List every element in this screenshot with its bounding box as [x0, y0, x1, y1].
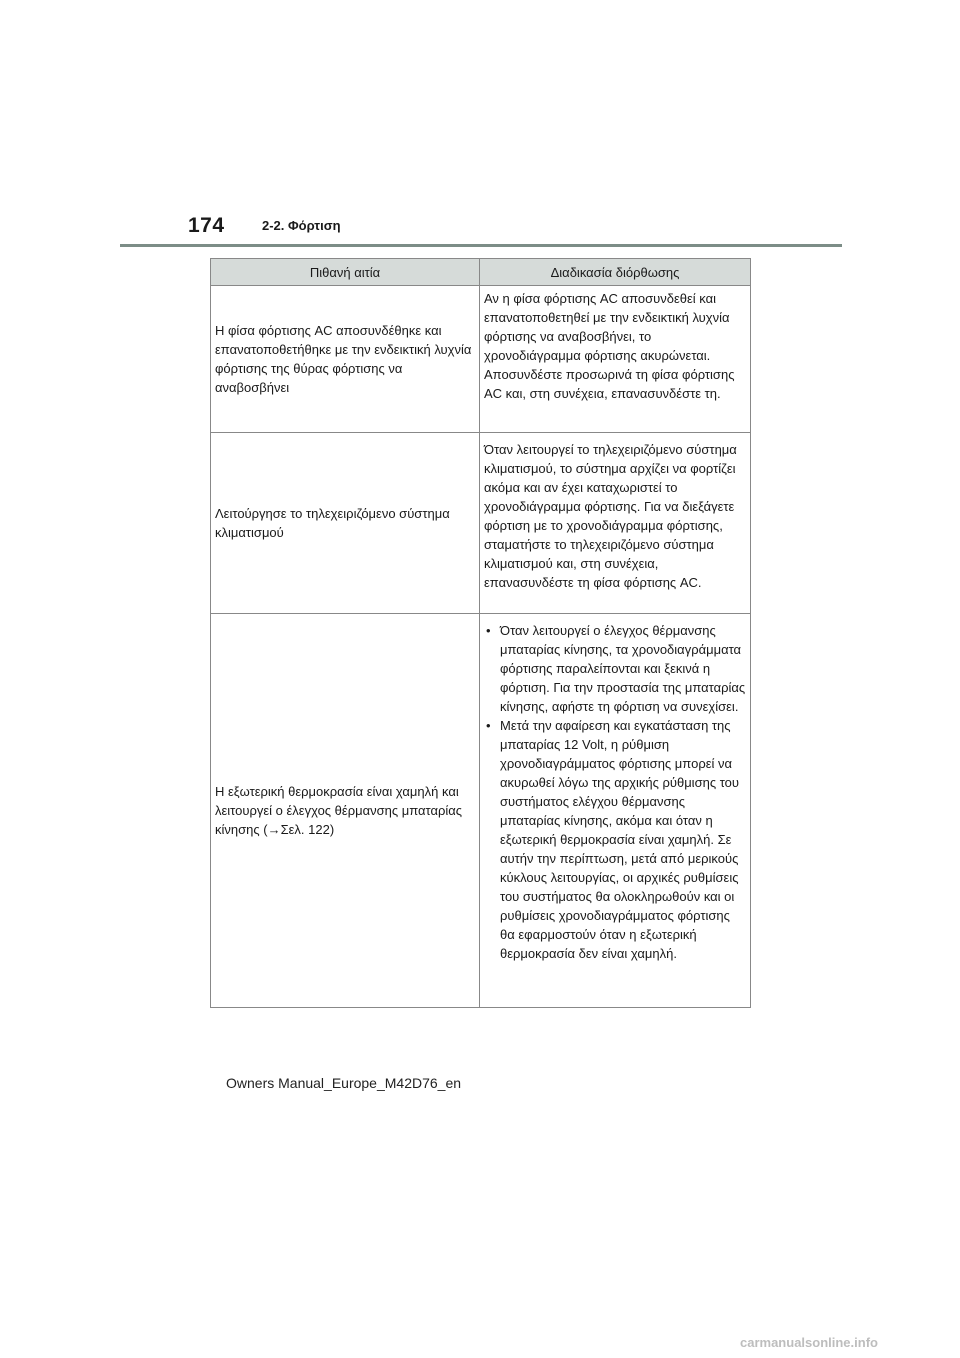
- bullet-icon: •: [486, 718, 491, 733]
- column-header-fix: Διαδικασία διόρθωσης: [480, 259, 751, 286]
- cause-text: Η φίσα φόρτισης AC αποσυνδέθηκε και επανατοποθετήθηκε με την ενδεικτική λυχνία φόρτισης της θύρας φόρτισης να αναβοσβήνει: [215, 323, 472, 395]
- bullet-text: Μετά την αφαίρεση και εγκατάσταση της μπαταρίας 12 Volt, η ρύθμιση χρονοδιαγράμματος φόρτισης μπορεί να ακυρωθεί λόγω της αρχικής ρύθμισης του συστήματος ελέγχου θέρμανσης μπαταρίας κίνησης, ακόμα και όταν η εξωτερική θερμοκρασία είναι χαμηλή. Σε αυτήν την περίπτωση, μετά από μερικούς κύκλους λειτουργίας, οι αρχικές ρυθμίσεις του συστήματος θα ολοκληρωθούν και οι ρυθμίσεις χρονοδιαγράμματος φόρτισης θα εφαρμοστούν όταν η εξωτερική θερμοκρασία δεν είναι χαμηλή.: [500, 718, 739, 961]
- cause-cell: [211, 286, 480, 433]
- fix-cell: [480, 614, 751, 1008]
- table-row: [211, 286, 751, 433]
- list-item: [484, 621, 746, 716]
- fix-bullet-list: [484, 614, 746, 963]
- bullet-icon: •: [486, 623, 491, 638]
- cause-cell: [211, 614, 480, 1008]
- page-number: 174: [188, 214, 225, 237]
- section-title: 2-2. Φόρτιση: [262, 218, 341, 233]
- list-item: [484, 716, 746, 963]
- bullet-text: Όταν λειτουργεί ο έλεγχος θέρμανσης μπαταρίας κίνησης, τα χρονοδιαγράμματα φόρτισης παραλείπονται και ξεκινά η φόρτιση. Για την προστασία της μπαταρίας κίνησης, αφήστε τη φόρτιση να συνεχίσει.: [500, 623, 746, 714]
- header-divider: [120, 244, 842, 247]
- fix-text: Όταν λειτουργεί το τηλεχειριζόμενο σύστημα κλιματισμού, το σύστημα αρχίζει να φορτίζει ακόμα και αν έχει καταχωριστεί το χρονοδιάγραμμα φόρτισης. Για να διεξάγετε φόρτιση με το χρονοδιάγραμμα φόρτισης, σταματήστε το τηλεχειριζόμενο σύστημα κλιματισμού και, στη συνέχεια, επανασυνδέστε τη φίσα φόρτισης AC.: [484, 442, 737, 590]
- footer-manual-id: Owners Manual_Europe_M42D76_en: [226, 1075, 462, 1091]
- table-header-row: [211, 259, 751, 286]
- cause-text: Λειτούργησε το τηλεχειριζόμενο σύστημα κλιματισμού: [215, 506, 450, 540]
- column-header-cause: Πιθανή αιτία: [211, 259, 480, 286]
- cause-text: Η εξωτερική θερμοκρασία είναι χαμηλή και λειτουργεί ο έλεγχος θέρμανσης μπαταρίας κίνησης (→Σελ. 122): [215, 784, 463, 837]
- troubleshooting-table: [210, 258, 751, 1008]
- fix-cell: [480, 433, 751, 614]
- table-row: [211, 433, 751, 614]
- fix-text: Αν η φίσα φόρτισης AC αποσυνδεθεί και επανατοποθετηθεί με την ενδεικτική λυχνία φόρτισης να αναβοσβήνει, το χρονοδιάγραμμα φόρτισης ακυρώνεται. Αποσυνδέστε προσωρινά τη φίσα φόρτισης AC και, στη συνέχεια, επανασυνδέστε τη.: [484, 291, 735, 401]
- watermark: carmanualsonline.info: [740, 1335, 878, 1350]
- fix-cell: [480, 286, 751, 433]
- table-row: [211, 614, 751, 1008]
- cause-cell: [211, 433, 480, 614]
